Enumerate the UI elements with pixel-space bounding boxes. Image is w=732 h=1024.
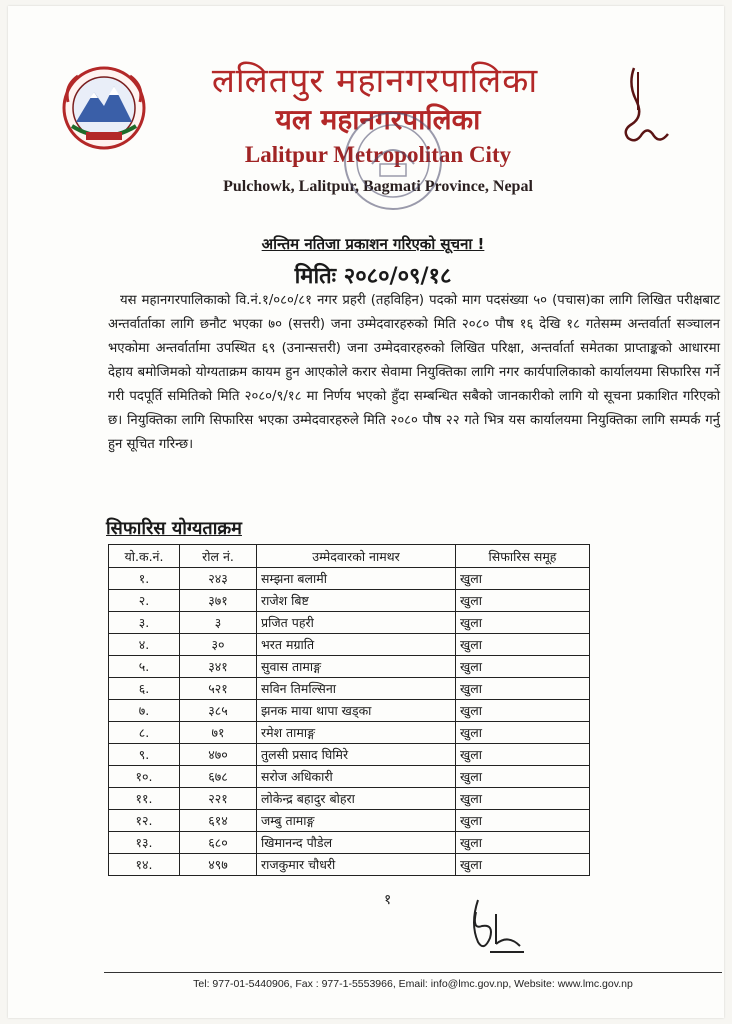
table-row xyxy=(109,788,590,810)
row-roll: ३७१ xyxy=(180,590,257,612)
table-header-row xyxy=(109,545,590,568)
row-roll: २२१ xyxy=(180,788,257,810)
table-row xyxy=(109,722,590,744)
row-roll: ६१४ xyxy=(180,810,257,832)
row-group: खुला xyxy=(456,634,590,656)
row-roll: ३० xyxy=(180,634,257,656)
row-roll: ३ xyxy=(180,612,257,634)
row-serial: १२. xyxy=(109,810,180,832)
notice-body: यस महानगरपालिकाको वि.नं.१/०८०/८१ नगर प्रहरी (तहविहिन) पदको माग पदसंख्या ५० (पचास)का लागि लिखित परीक्षबाट अन्तर्वार्ताका लागि छनौट भएका ७० (सत्तरी) जना उम्मेदवारहरुको मिति २०८० पौष १६ देखि १८ गतेसम्म अन्तर्वार्ता सञ्चालन भएकोमा अन्तर्वार्तामा उपस्थित ६९ (उनान्सत्तरी) जना उम्मेदवारहरुको लिखित परिक्षा, अन्तर्वार्ता समेतका प्राप्ताङ्कको आधारमा देहाय बमोजिमको योग्यताक्रम कायम हुन आएकोले करार सेवामा नियुक्तिका लागि नगर कार्यपालिकाको कार्यालयमा सिफारिस गर्ने गरी पदपूर्ति समितिको मिति २०८०/९/१८ मा निर्णय भएको हुँदा सम्बन्धित सबैको जानकारीको लागि यो सूचना प्रकाशित गरिएको छ। नियुक्तिका लागि सिफारिस भएका उम्मेदवारहरुले मिति २०८० पौष २२ गते भित्र यस कार्यालयमा नियुक्तिका लागि सम्पर्क गर्नु हुन सूचित गरिन्छ। xyxy=(108,293,720,452)
row-roll: ५२१ xyxy=(180,678,257,700)
row-serial: १३. xyxy=(109,832,180,854)
table-row xyxy=(109,700,590,722)
row-serial: ६. xyxy=(109,678,180,700)
row-name: रमेश तामाङ्ग xyxy=(257,722,456,744)
page-number: १ xyxy=(384,892,392,908)
col-roll: रोल नं. xyxy=(180,545,257,568)
row-name: जम्बु तामाङ्ग xyxy=(257,810,456,832)
row-group: खुला xyxy=(456,744,590,766)
col-name: उम्मेदवारको नामथर xyxy=(257,545,456,568)
row-serial: ७. xyxy=(109,700,180,722)
row-group: खुला xyxy=(456,700,590,722)
row-serial: ९. xyxy=(109,744,180,766)
table-row xyxy=(109,744,590,766)
row-group: खुला xyxy=(456,678,590,700)
row-roll: २४३ xyxy=(180,568,257,590)
table-heading: सिफारिस योग्यताक्रम xyxy=(106,518,242,539)
row-name: खिमानन्द पौडेल xyxy=(257,832,456,854)
row-name: झनक माया थापा खड्का xyxy=(257,700,456,722)
notice-date: मितिः २०८०/०९/१८ xyxy=(294,264,452,289)
header-newari-name: यल महानगरपालिका xyxy=(275,103,481,136)
signature-icon xyxy=(608,64,678,150)
row-serial: २. xyxy=(109,590,180,612)
row-name: राजकुमार चौधरी xyxy=(257,854,456,876)
row-serial: ४. xyxy=(109,634,180,656)
row-roll: ३४१ xyxy=(180,656,257,678)
row-group: खुला xyxy=(456,766,590,788)
footer-contact: Tel: 977-01-5440906, Fax : 977-1-5553966, Email: info@lmc.gov.np, Website: www.lmc.gov.np xyxy=(193,978,633,990)
row-group: खुला xyxy=(456,810,590,832)
table-row xyxy=(109,678,590,700)
row-serial: ११. xyxy=(109,788,180,810)
row-serial: १. xyxy=(109,568,180,590)
table-row xyxy=(109,612,590,634)
office-stamp-icon xyxy=(338,106,448,216)
row-roll: ४९७ xyxy=(180,854,257,876)
row-name: सम्झना बलामी xyxy=(257,568,456,590)
row-name: तुलसी प्रसाद घिमिरे xyxy=(257,744,456,766)
header-nepali-name: ललितपुर महानगरपालिका xyxy=(211,61,539,101)
row-name: लोकेन्द्र बहादुर बोहरा xyxy=(257,788,456,810)
document-page xyxy=(8,6,724,1018)
row-serial: ३. xyxy=(109,612,180,634)
table-row xyxy=(109,854,590,876)
table-row xyxy=(109,832,590,854)
row-name: राजेश बिष्ट xyxy=(257,590,456,612)
recommendation-table xyxy=(108,544,590,876)
row-group: खुला xyxy=(456,656,590,678)
table-row xyxy=(109,590,590,612)
header-english-name: Lalitpur Metropolitan City xyxy=(244,142,512,167)
table-row xyxy=(109,656,590,678)
row-group: खुला xyxy=(456,612,590,634)
row-group: खुला xyxy=(456,788,590,810)
row-serial: १०. xyxy=(109,766,180,788)
row-roll: ६७८ xyxy=(180,766,257,788)
row-group: खुला xyxy=(456,832,590,854)
table-row xyxy=(109,568,590,590)
notice-title: अन्तिम नतिजा प्रकाशन गरिएको सूचना ! xyxy=(261,235,485,253)
row-group: खुला xyxy=(456,590,590,612)
col-serial: यो.क.नं. xyxy=(109,545,180,568)
row-roll: ४७० xyxy=(180,744,257,766)
row-serial: १४. xyxy=(109,854,180,876)
signature-icon xyxy=(460,894,530,960)
row-name: सविन तिमल्सिना xyxy=(257,678,456,700)
row-group: खुला xyxy=(456,722,590,744)
row-name: प्रजित पहरी xyxy=(257,612,456,634)
row-name: भरत मग्राति xyxy=(257,634,456,656)
table-row xyxy=(109,766,590,788)
row-serial: ५. xyxy=(109,656,180,678)
row-roll: ३८५ xyxy=(180,700,257,722)
row-group: खुला xyxy=(456,568,590,590)
table-row xyxy=(109,810,590,832)
header-address: Pulchowk, Lalitpur, Bagmati Province, Nepal xyxy=(223,178,533,195)
row-roll: ७१ xyxy=(180,722,257,744)
row-group: खुला xyxy=(456,854,590,876)
footer-divider xyxy=(104,972,722,973)
row-roll: ६८० xyxy=(180,832,257,854)
col-group: सिफारिस समूह xyxy=(456,545,590,568)
table-row xyxy=(109,634,590,656)
row-name: सुवास तामाङ्ग xyxy=(257,656,456,678)
row-name: सरोज अधिकारी xyxy=(257,766,456,788)
row-serial: ८. xyxy=(109,722,180,744)
emblem-logo-icon xyxy=(58,62,150,154)
